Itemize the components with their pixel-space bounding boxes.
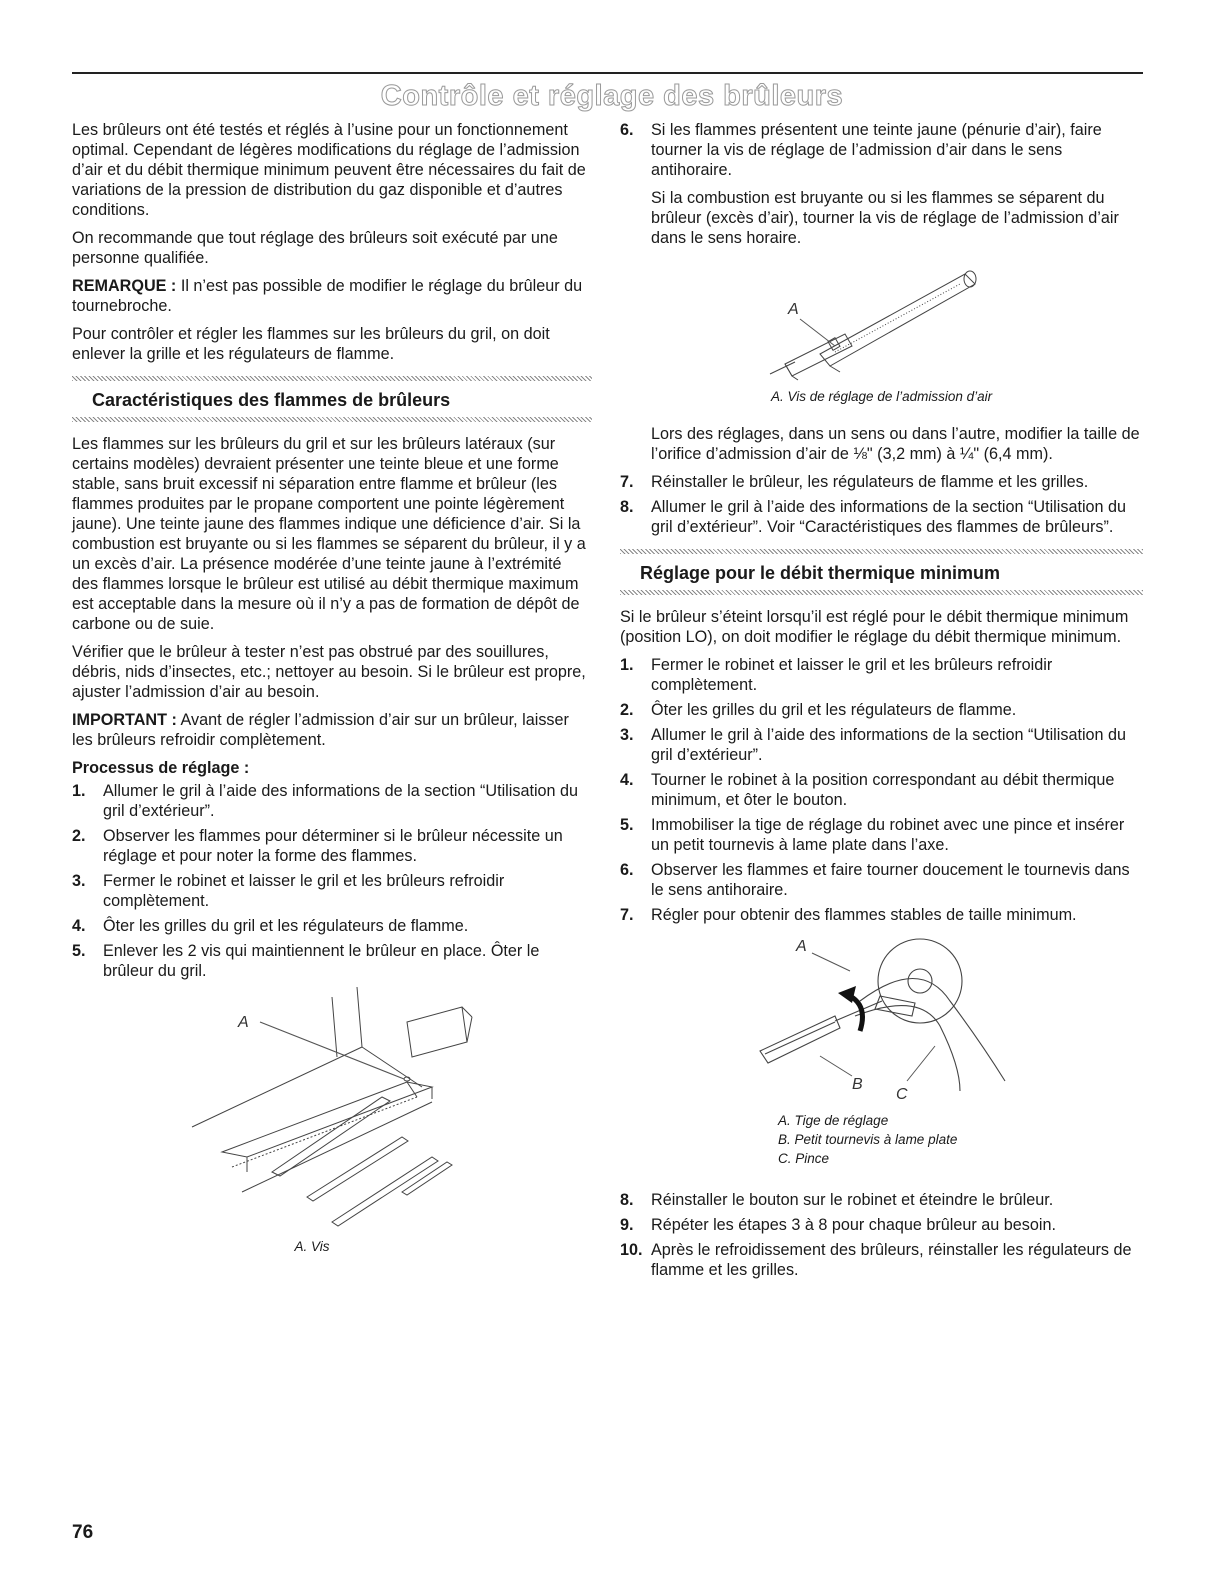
step-number: 1. xyxy=(72,782,86,800)
step-text: Si la combustion est bruyante ou si les flammes se séparent du brûleur (excès d’air), tourner la vis de réglage de l’admission d’air dans le sens horaire. xyxy=(651,189,1119,247)
step-number: 4. xyxy=(72,917,86,935)
figure-caption: B. Petit tournevis à lame plate xyxy=(778,1132,958,1147)
list-item xyxy=(620,120,1143,248)
remarque-paragraph xyxy=(72,276,592,316)
figure-caption: A. Vis xyxy=(294,1239,330,1254)
step-number: 5. xyxy=(72,942,86,960)
step-text: Immobiliser la tige de réglage du robinet avec une pince et insérer un petit tournevis à lame plate dans l’axe. xyxy=(651,816,1125,854)
list-item xyxy=(72,941,592,981)
list-item xyxy=(620,905,1143,925)
figure-caption: A. Tige de réglage xyxy=(778,1113,889,1128)
step-text: Ôter les grilles du gril et les régulateurs de flamme. xyxy=(651,701,1017,719)
list-item xyxy=(620,472,1143,492)
page-title: Contrôle et réglage des brûleurs xyxy=(380,80,844,112)
intro-paragraph: On recommande que tout réglage des brûleurs soit exécuté par une personne qualifiée. xyxy=(72,229,558,267)
body-paragraph: Lors des réglages, dans un sens ou dans l’autre, modifier la taille de l’orifice d’admission d’air de ⅛" (3,2 mm) à ¼" (6,4 mm). xyxy=(651,425,1140,463)
left-column xyxy=(72,120,592,1256)
adjust-steps-continued xyxy=(620,472,1143,537)
list-item xyxy=(620,655,1143,695)
right-column xyxy=(620,120,1143,1286)
list-item xyxy=(72,916,592,936)
step-text: Si les flammes présentent une teinte jaune (pénurie d’air), faire tourner la vis de réglage de l’admission d’air dans le sens antihoraire. xyxy=(651,121,1102,179)
step-number: 8. xyxy=(620,1191,634,1209)
figure-caption: C. Pince xyxy=(778,1151,830,1166)
body-paragraph: Si le brûleur s’éteint lorsqu’il est réglé pour le débit thermique minimum (position LO), on doit modifier le réglage du débit thermique minimum. xyxy=(620,608,1129,646)
step-text: Fermer le robinet et laisser le gril et les brûleurs refroidir complètement. xyxy=(651,656,1053,694)
important-text: Avant de régler l’admission d’air sur un brûleur, laisser les brûleurs refroidir complètement. xyxy=(72,711,569,749)
important-label: IMPORTANT : xyxy=(72,711,177,729)
section-title: Caractéristiques des flammes de brûleurs xyxy=(92,390,451,410)
step-number: 8. xyxy=(620,498,634,516)
section-rule xyxy=(72,417,592,422)
section-title: Réglage pour le débit thermique minimum xyxy=(640,563,1001,583)
step-text: Observer les flammes et faire tourner doucement le tournevis dans le sens antihoraire. xyxy=(651,861,1130,899)
step-text: Réinstaller le brûleur, les régulateurs de flamme et les grilles. xyxy=(651,473,1089,491)
min-flow-steps xyxy=(620,655,1143,925)
step-number: 7. xyxy=(620,906,634,924)
step-number: 7. xyxy=(620,473,634,491)
valve-adjust-illustration xyxy=(620,931,1143,1111)
burner-screw-illustration xyxy=(72,987,592,1237)
list-item xyxy=(620,860,1143,900)
page-number: 76 xyxy=(72,1522,94,1543)
body-paragraph: Les flammes sur les brûleurs du gril et sur les brûleurs latéraux (sur certains modèles) devraient présenter une teinte bleue et une forme stable, sans bruit excessif ni séparation entre flamme et brûleur (les flammes produites par le propane comportent une pointe légèrement jaune). Une teinte jaune des flammes indique une déficience d’air. Si la combustion est bruyante ou si les flammes se séparent du brûleur, il y a un excès d’air. La présence modérée d’une teinte jaune à l’extrémité des flammes lorsque le brûleur est utilisé au débit thermique maximum est acceptable dans la mesure où il n’y a pas de formation de dépôt de carbone ou de suie. xyxy=(72,435,586,633)
figure-label-a: A xyxy=(788,301,799,318)
step-number: 2. xyxy=(620,701,634,719)
step-number: 6. xyxy=(620,121,634,139)
figure-label-c: C xyxy=(896,1086,908,1103)
section-heading-flames xyxy=(72,376,592,422)
process-title: Processus de réglage : xyxy=(72,759,250,777)
list-item xyxy=(620,1240,1143,1280)
important-paragraph xyxy=(72,710,592,750)
step-text: Réinstaller le bouton sur le robinet et éteindre le brûleur. xyxy=(651,1191,1054,1209)
list-item xyxy=(620,700,1143,720)
step-number: 4. xyxy=(620,771,634,789)
step-text: Observer les flammes pour déterminer si le brûleur nécessite un réglage et pour noter la forme des flammes. xyxy=(103,827,563,865)
remarque-text: Il n’est pas possible de modifier le réglage du brûleur du tournebroche. xyxy=(72,277,583,315)
list-item xyxy=(620,497,1143,537)
step-number: 2. xyxy=(72,827,86,845)
step-number: 3. xyxy=(620,726,634,744)
section-rule xyxy=(620,590,1143,595)
step-text: Allumer le gril à l’aide des informations de la section “Utilisation du gril d’extérieur”. xyxy=(651,726,1127,764)
air-intake-illustration xyxy=(620,254,1143,389)
step-text: Régler pour obtenir des flammes stables de taille minimum. xyxy=(651,906,1077,924)
step-text: Allumer le gril à l’aide des informations de la section “Utilisation du gril d’extérieur”. xyxy=(103,782,579,820)
step-text: Répéter les étapes 3 à 8 pour chaque brûleur au besoin. xyxy=(651,1216,1056,1234)
list-item xyxy=(72,826,592,866)
step-number: 10. xyxy=(620,1241,643,1259)
figure-burner-screws xyxy=(72,987,592,1256)
figure-label-b: B xyxy=(852,1076,863,1093)
list-item xyxy=(620,1215,1143,1235)
list-item xyxy=(620,1190,1143,1210)
intro-paragraph: Pour contrôler et régler les flammes sur les brûleurs du gril, on doit enlever la grille et les régulateurs de flamme. xyxy=(72,325,550,363)
figure-valve-adjust xyxy=(620,931,1143,1168)
list-item xyxy=(72,781,592,821)
intro-paragraph: Les brûleurs ont été testés et réglés à l’usine pour un fonctionnement optimal. Cependant de légères modifications du réglage de l’admission d’air et du débit thermique minimum peuvent être nécessaires du fait de variations de la pression de distribution du gaz disponible et d’autres conditions. xyxy=(72,121,586,219)
step-number: 3. xyxy=(72,872,86,890)
body-paragraph: Vérifier que le brûleur à tester n’est pas obstrué par des souillures, débris, nids d’insectes, etc.; nettoyer au besoin. Si le brûleur est propre, ajuster l’admission d’air au besoin. xyxy=(72,643,586,701)
min-flow-steps-continued xyxy=(620,1190,1143,1280)
step-text: Fermer le robinet et laisser le gril et les brûleurs refroidir complètement. xyxy=(103,872,505,910)
step-text: Ôter les grilles du gril et les régulateurs de flamme. xyxy=(103,917,469,935)
step-text: Enlever les 2 vis qui maintiennent le brûleur en place. Ôter le brûleur du gril. xyxy=(103,942,540,980)
figure-label-a: A xyxy=(796,938,807,955)
figure-air-intake xyxy=(620,254,1143,406)
section-heading-min-flow xyxy=(620,549,1143,595)
step-number: 1. xyxy=(620,656,634,674)
step-text: Tourner le robinet à la position correspondant au débit thermique minimum, et ôter le bouton. xyxy=(651,771,1115,809)
figure-caption: A. Vis de réglage de l’admission d’air xyxy=(771,389,993,404)
process-steps xyxy=(72,781,592,981)
step-number: 6. xyxy=(620,861,634,879)
list-item xyxy=(620,770,1143,810)
step-number: 5. xyxy=(620,816,634,834)
step-text: Après le refroidissement des brûleurs, réinstaller les régulateurs de flamme et les grilles. xyxy=(651,1241,1132,1279)
list-item xyxy=(620,815,1143,855)
step-number: 9. xyxy=(620,1216,634,1234)
list-item xyxy=(72,871,592,911)
adjust-steps xyxy=(620,120,1143,248)
step-text: Allumer le gril à l’aide des informations de la section “Utilisation du gril d’extérieur”. Voir “Caractéristiques des flammes de brûleurs”. xyxy=(651,498,1127,536)
remarque-label: REMARQUE : xyxy=(72,277,177,295)
list-item xyxy=(620,725,1143,765)
top-rule xyxy=(72,72,1143,74)
figure-label-a: A xyxy=(238,1014,249,1031)
